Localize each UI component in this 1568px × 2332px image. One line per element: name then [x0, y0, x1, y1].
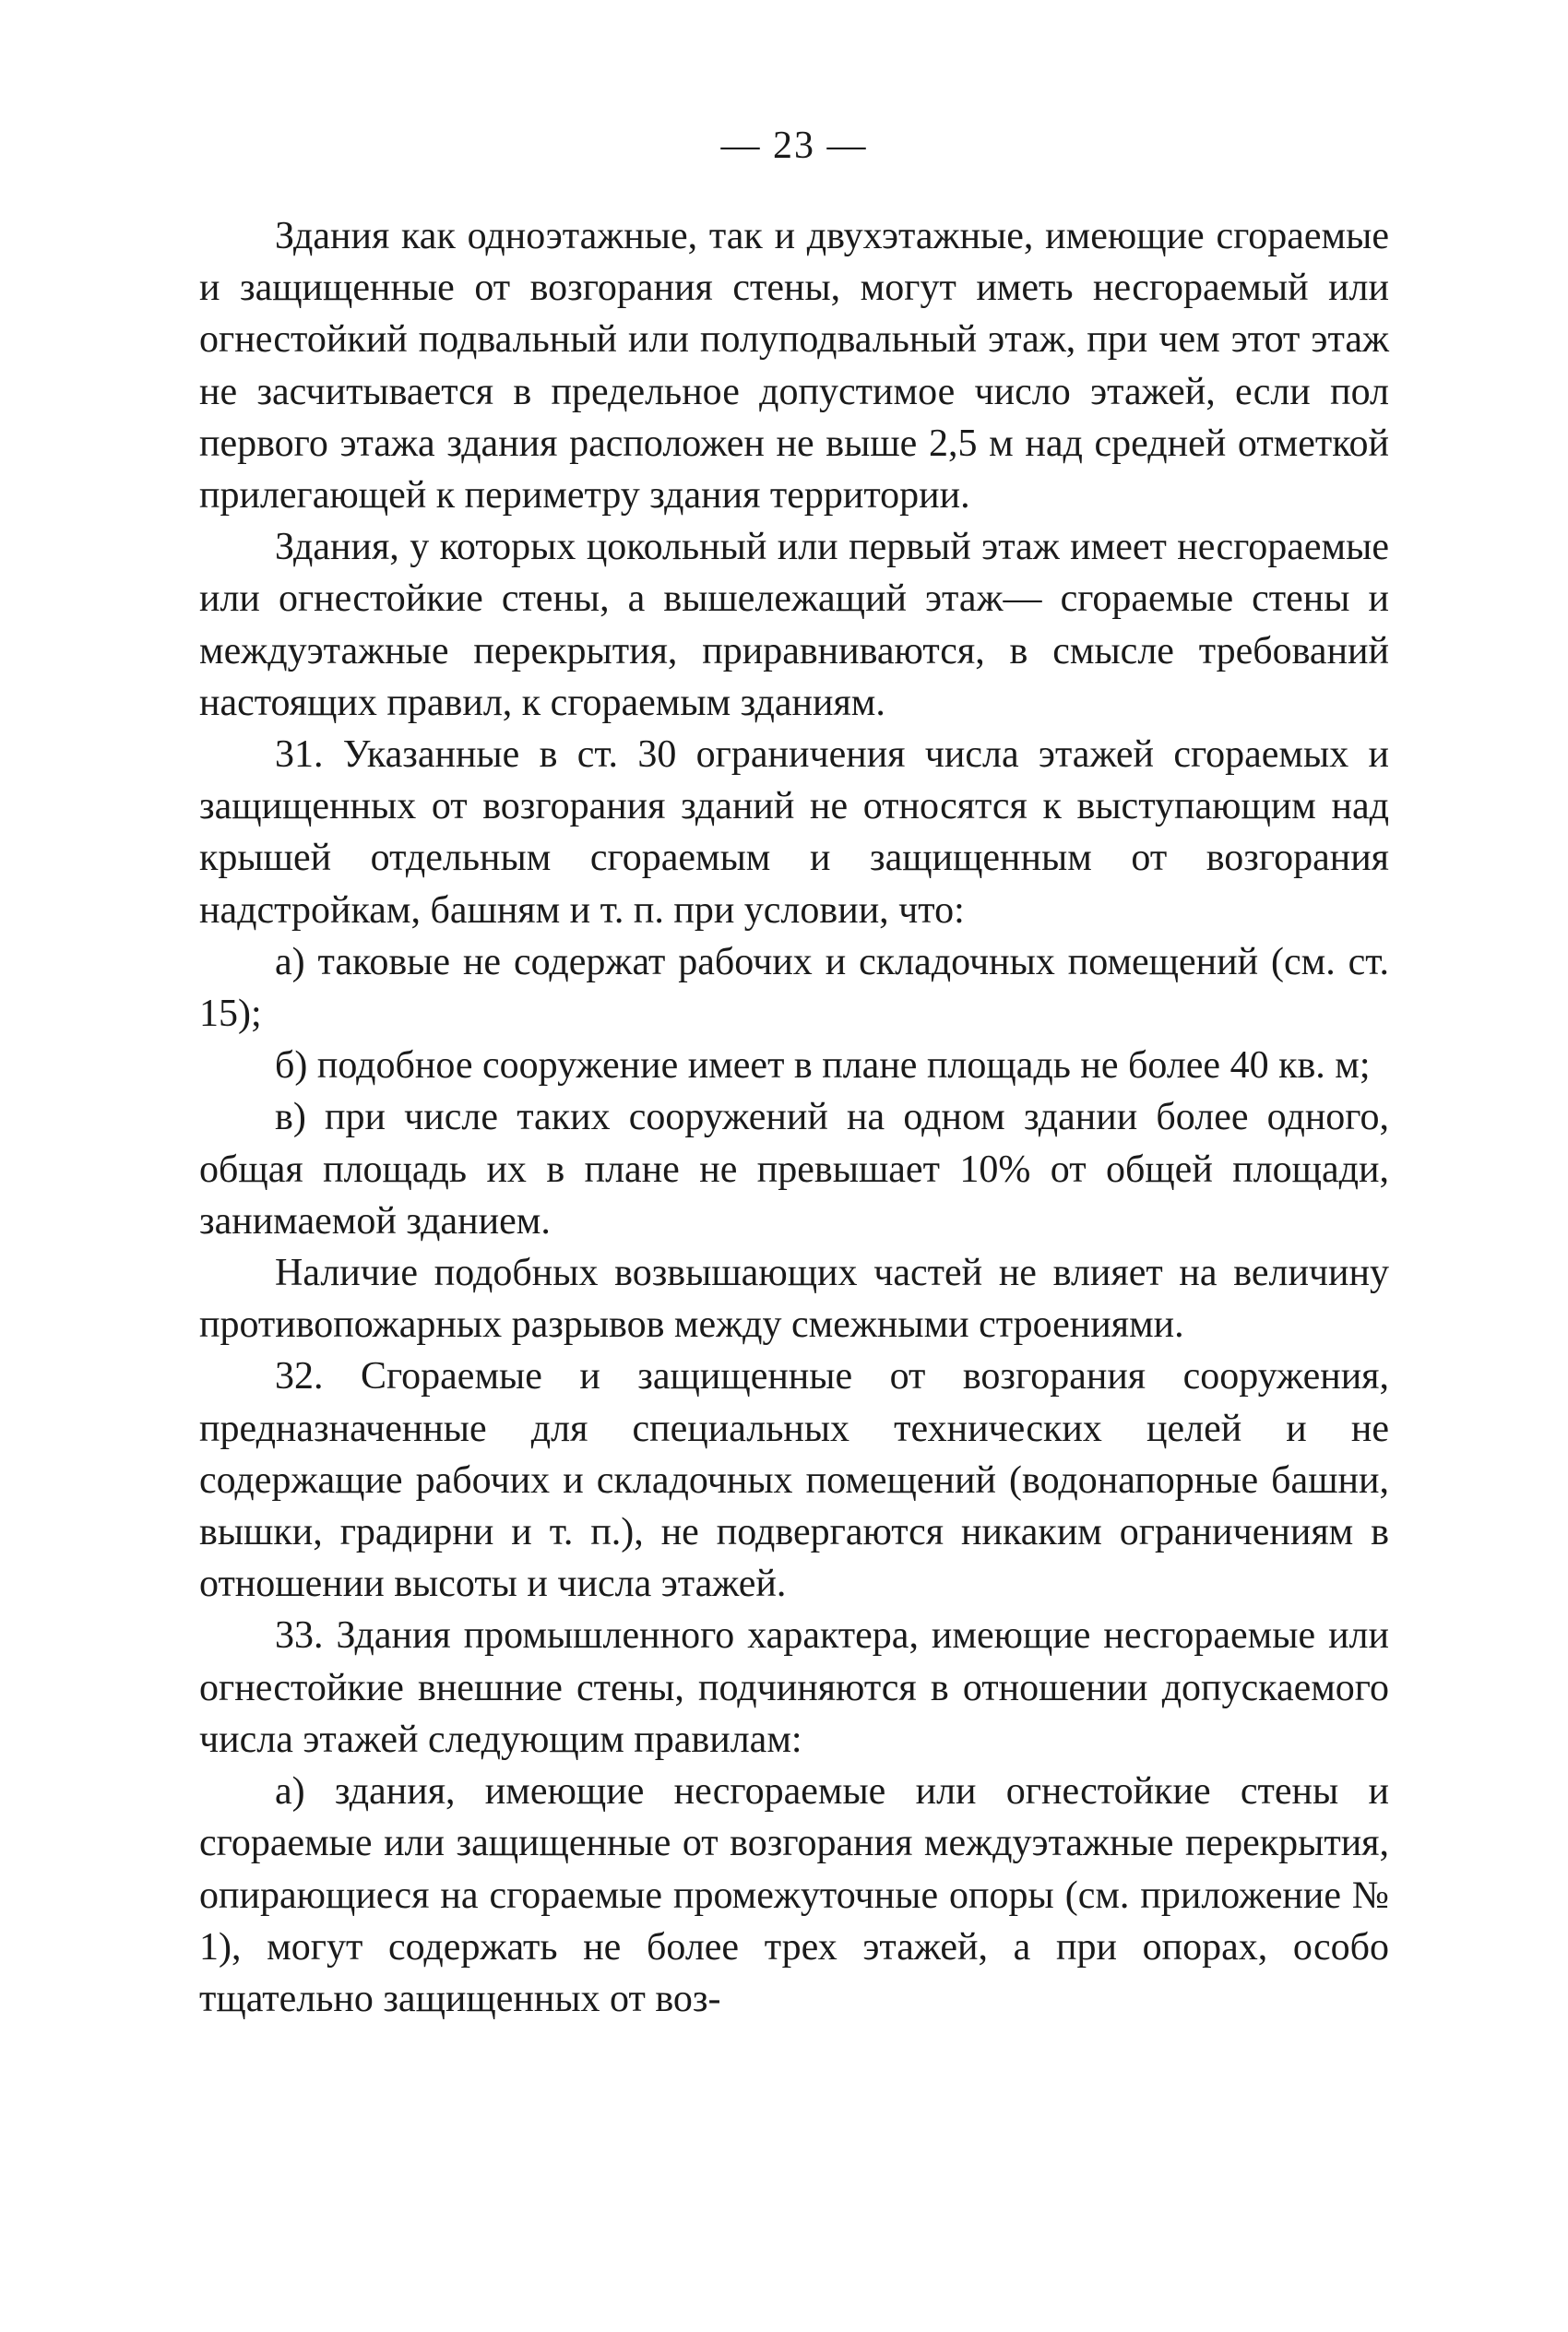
- paragraph-article-32: 32. Сгораемые и защищенные от возгорания сооружения, предназначенные для специальных технических целей и не содержащие рабочих и складочных помещений (водонапорные башни, вышки, градирни и т. п.), не подвергаются никаким ограничениям в отношении высоты и числа этажей.: [199, 1355, 1389, 1606]
- paragraph-article-33: 33. Здания промышленного характера, имеющие несгораемые или огнестойкие внешние стены, подчиняются в отношении допускаемого числа этажей следующим правилам:: [199, 1614, 1389, 1761]
- paragraph-fire-breaks: Наличие подобных возвышающих частей не влияет на величину противопожарных разрывов между смежными строениями.: [199, 1252, 1389, 1347]
- document-page: [199, 120, 1389, 2025]
- page-number: — 23 —: [720, 125, 868, 167]
- paragraph-article-31: 31. Указанные в ст. 30 ограничения числа этажей сгораемых и защищенных от возгорания зданий не относятся к выступающим над крышей отдельным сгораемым и защищенным от возгорания надстройкам, башням и т. п. при условии, что:: [199, 733, 1389, 932]
- paragraph-condition-a: а) таковые не содержат рабочих и складочных помещений (см. ст. 15);: [199, 940, 1389, 1036]
- paragraph-article-33-a: а) здания, имеющие несгораемые или огнестойкие стены и сгораемые или защищенные от возгорания междуэтажные перекрытия, опирающиеся на сгораемые промежуточные опоры (см. приложение № 1), могут содержать не более трех этажей, а при опорах, особо тщательно защищенных от воз-: [199, 1770, 1389, 2020]
- paragraph-mixed-construction: Здания, у которых цокольный или первый этаж имеет несгораемые или огнестойкие стены, а вышележащий этаж— сгораемые стены и междуэтажные перекрытия, приравниваются, в смысле требований настоящих правил, к сгораемым зданиям.: [199, 526, 1389, 724]
- paragraph-condition-c: в) при числе таких сооружений на одном здании более одного, общая площадь их в плане не превышает 10% от общей площади, занимаемой зданием.: [199, 1096, 1389, 1243]
- paragraph-condition-b: б) подобное сооружение имеет в плане площадь не более 40 кв. м;: [275, 1044, 1371, 1088]
- paragraph-basement-rule: Здания как одноэтажные, так и двухэтажные, имеющие сгораемые и защищенные от возгорания стены, могут иметь несгораемый или огнестойкий подвальный или полуподвальный этаж, при чем этот этаж не засчитывается в предельное допустимое число этажей, если пол первого этажа здания расположен не выше 2,5 м над средней отметкой прилегающей к периметру здания территории.: [199, 215, 1389, 518]
